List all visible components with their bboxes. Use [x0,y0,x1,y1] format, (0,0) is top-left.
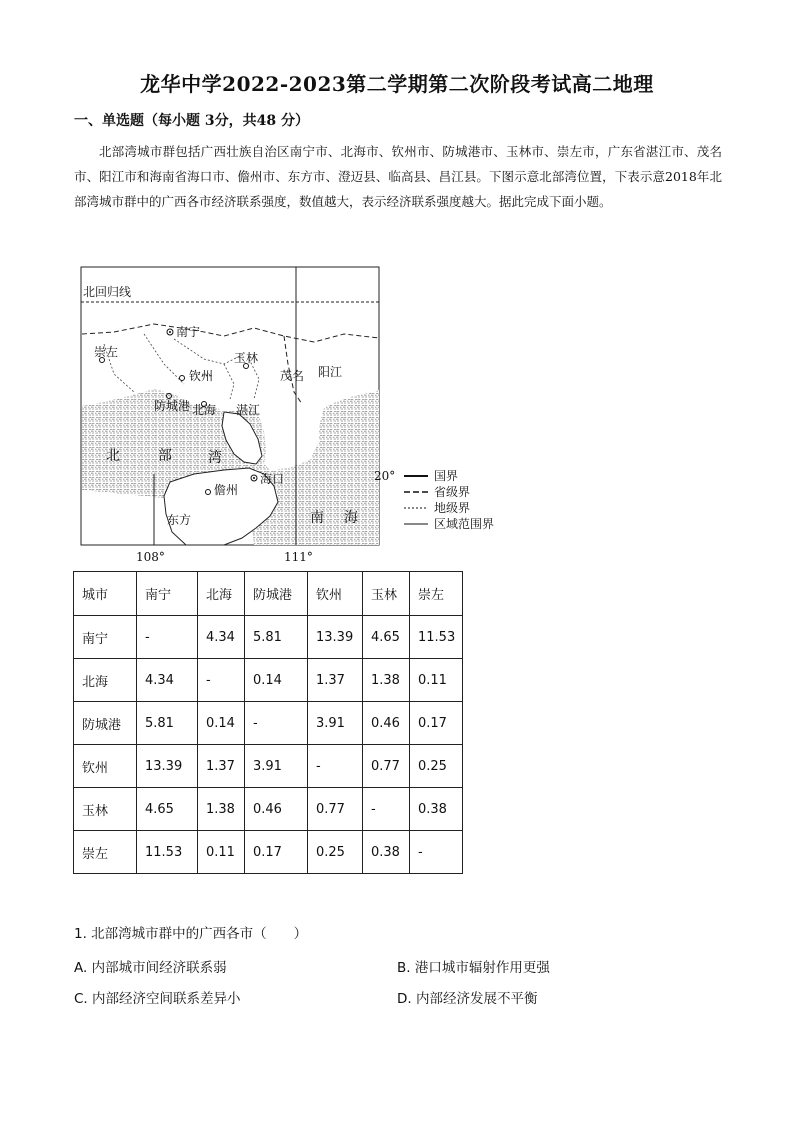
legend-label: 地级界 [434,501,471,515]
city-label: 海口 [260,472,285,486]
table-cell: 0.17 [410,702,463,745]
legend-label: 国界 [434,469,459,483]
table-cell: 崇左 [74,831,137,874]
city-label: 儋州 [214,483,239,497]
table-cell: - [308,745,363,788]
sea-label: 南 [310,510,324,526]
economic-link-table [73,571,463,874]
intro-paragraph: 北部湾城市群包括广西壮族自治区南宁市、北海市、钦州市、防城港市、玉林市、崇左市，广东省湛江市、茂名市、阳江市和海南省海口市、儋州市、东方市、澄迈县、临高县、昌江县。下图示意北部湾位置，下表示意2018年北部湾城市群中的广西各市经济联系强度，数值越大，表示经济联系强度越大。据此完成下面小题。 [74,144,722,209]
table-cell: 玉林 [74,788,137,831]
table-cell: - [245,702,308,745]
section-heading: 一、单选题（每小题 3分，共48 分） [74,113,309,129]
table-cell: 0.38 [410,788,463,831]
table-cell: 4.34 [137,659,198,702]
table-header-cell: 防城港 [245,572,308,616]
table-row [74,702,463,745]
table-cell: 13.39 [137,745,198,788]
table-cell: 5.81 [245,616,308,659]
table-cell: 3.91 [245,745,308,788]
city-label: 东方 [167,513,192,527]
page-title: 龙华中学2022-2023第二学期第二次阶段考试高二地理 [140,72,654,96]
table-cell: - [137,616,198,659]
tropic-label: 北回归线 [83,285,132,299]
table-header-row [74,572,463,616]
longitude-label: 108° [136,550,165,564]
table-cell: 4.65 [137,788,198,831]
table-cell: 0.14 [198,702,245,745]
table-row [74,659,463,702]
table-cell: 0.25 [410,745,463,788]
table-row [74,788,463,831]
table-cell: 0.46 [363,702,410,745]
table-row [74,745,463,788]
sea-label: 海 [344,510,358,526]
question-stem: 1. 北部湾城市群中的广西各市（ ） [74,926,308,942]
table-cell: 13.39 [308,616,363,659]
legend-label: 省级界 [434,485,471,499]
table-cell: 0.11 [198,831,245,874]
option-c[interactable]: C. 内部经济空间联系差异小 [74,991,241,1007]
city-label: 阳江 [318,365,343,379]
city-label: 茂名 [280,369,305,383]
sea-label: 部 [158,448,172,464]
table-cell: 1.38 [198,788,245,831]
table-cell: 防城港 [74,702,137,745]
option-d[interactable]: D. 内部经济发展不平衡 [397,991,538,1007]
table-cell: 0.25 [308,831,363,874]
table-cell: 11.53 [410,616,463,659]
city-label: 防城港 [154,399,191,413]
latitude-label: 20° [374,469,396,483]
table-cell: 0.46 [245,788,308,831]
table-cell: 1.37 [308,659,363,702]
table-cell: 4.34 [198,616,245,659]
table-cell: 11.53 [137,831,198,874]
table-cell: 5.81 [137,702,198,745]
table-cell: 0.17 [245,831,308,874]
city-label: 玉林 [234,351,259,365]
table-header-cell: 钦州 [308,572,363,616]
table-cell: 南宁 [74,616,137,659]
sea-label: 北 [106,448,120,464]
table-cell: 1.37 [198,745,245,788]
table-cell: 0.77 [363,745,410,788]
table-cell: 北海 [74,659,137,702]
table-header-cell: 崇左 [410,572,463,616]
option-b[interactable]: B. 港口城市辐射作用更强 [397,960,550,976]
table-header-cell: 玉林 [363,572,410,616]
table-cell: - [410,831,463,874]
city-label: 湛江 [236,403,261,417]
table-header-cell: 城市 [74,572,137,616]
legend-label: 区域范围界 [434,517,495,531]
city-label: 钦州 [189,369,214,383]
table-cell: 1.38 [363,659,410,702]
city-label: 崇左 [94,345,119,359]
table-cell: - [363,788,410,831]
beibu-gulf-map [74,264,514,564]
option-a[interactable]: A. 内部城市间经济联系弱 [74,960,227,976]
sea-label: 湾 [208,450,222,466]
city-label: 北海 [192,403,217,417]
table-cell: 0.77 [308,788,363,831]
table-cell: 3.91 [308,702,363,745]
table-cell: - [198,659,245,702]
table-cell: 0.14 [245,659,308,702]
table-cell: 0.11 [410,659,463,702]
table-header-cell: 南宁 [137,572,198,616]
city-label: 南宁 [176,325,201,339]
table-cell: 0.38 [363,831,410,874]
table-row [74,831,463,874]
table-header-cell: 北海 [198,572,245,616]
longitude-label: 111° [284,550,313,564]
table-cell: 钦州 [74,745,137,788]
table-cell: 4.65 [363,616,410,659]
table-row [74,616,463,659]
